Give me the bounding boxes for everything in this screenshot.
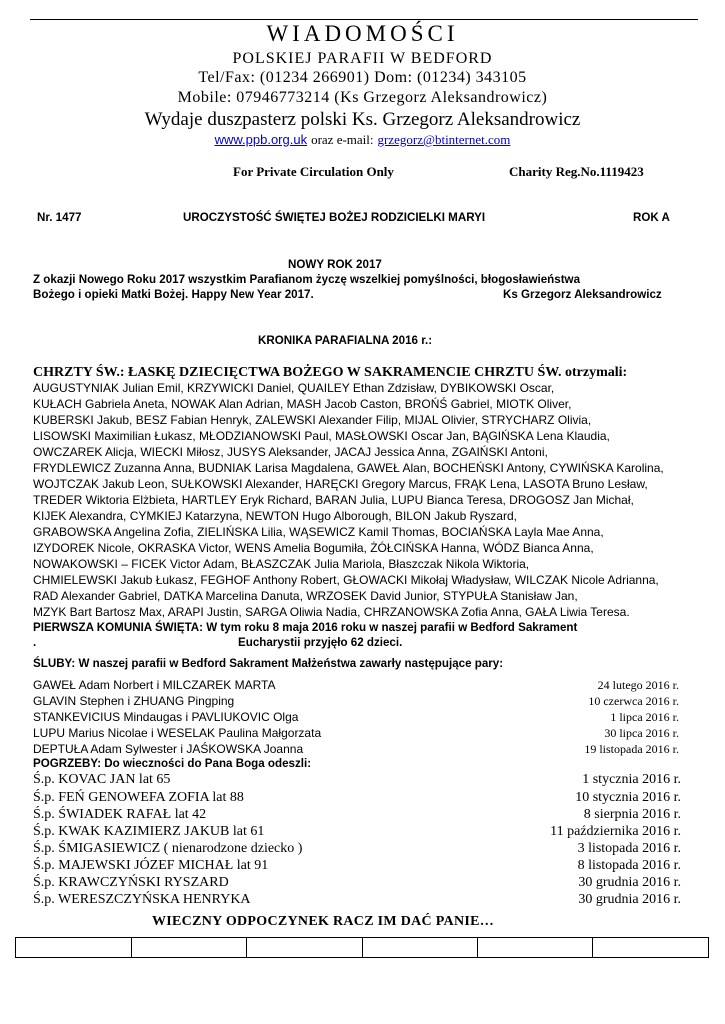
funeral-name: Ś.p. MAJEWSKI JÓZEF MICHAŁ lat 91 bbox=[33, 858, 269, 873]
charity-number: Charity Reg.No.1119423 bbox=[509, 164, 644, 179]
wedding-couple: STANKEVICIUS Mindaugas i PAVLIUKOVIC Olga bbox=[33, 710, 299, 724]
communion-line-2: Eucharystii przyjęło 62 dzieci. bbox=[238, 636, 403, 649]
baptisms-heading: CHRZTY ŚW.: ŁASKĘ DZIECIĘCTWA BOŻEGO W SAKRAMENCIE CHRZTU ŚW. otrzymali: bbox=[33, 365, 628, 380]
funeral-name: Ś.p. KOVAC JAN lat 65 bbox=[33, 772, 171, 787]
baptisms-line: FRYDLEWICZ Zuzanna Anna, BUDNIAK Larisa Magdalena, GAWEŁ Alan, BOCHEŃSKI Antony, CYWIŃSKA Karolina, bbox=[33, 461, 664, 475]
baptisms-line: MZYK Bart Bartosz Max, ARAPI Justin, SARGA Oliwia Nadia, CHRZANOWSKA Zofia Anna, GAŁA Liwia Teresa. bbox=[33, 605, 630, 619]
baptisms-line: AUGUSTYNIAK Julian Emil, KRZYWICKI Daniel, QUAILEY Ethan Zdzisław, DYBIKOWSKI Oscar, bbox=[33, 381, 555, 395]
chronicle-heading: KRONIKA PARAFIALNA 2016 r.: bbox=[258, 334, 433, 347]
wedding-date: 10 czerwca 2016 r. bbox=[588, 694, 679, 708]
baptisms-line: LISOWSKI Maximilian Łukasz, MŁODZIANOWSKI Paul, MASŁOWSKI Oscar Jan, BĄGIŃSKA Lena Klaudia, bbox=[33, 429, 610, 443]
funeral-name: Ś.p. KRAWCZYŃSKI RYSZARD bbox=[33, 875, 229, 890]
wedding-date: 1 lipca 2016 r. bbox=[610, 710, 679, 724]
funeral-name: Ś.p. KWAK KAZIMIERZ JAKUB lat 61 bbox=[33, 824, 265, 839]
funeral-date: 8 sierpnia 2016 r. bbox=[583, 807, 681, 822]
funerals-heading: POGRZEBY: Do wieczności do Pana Boga odeszli: bbox=[33, 757, 312, 770]
baptisms-line: CHMIELEWSKI Jakub Łukasz, FEGHOF Anthony Robert, GŁOWACKI Mikołaj Władysław, WILCZAK Nicole Adrianna, bbox=[33, 573, 659, 587]
baptisms-line: RAD Alexander Gabriel, DATKA Marcelina Danuta, WRZOSEK David Junior, STYPUŁA Stanisław Jan, bbox=[33, 589, 578, 603]
baptisms-line: NOWAKOWSKI – FICEK Victor Adam, BŁASZCZAK Julia Mariola, Błaszczak Nikola Wiktoria, bbox=[33, 557, 530, 571]
contact-links bbox=[0, 131, 725, 149]
website-link[interactable]: www.ppb.org.uk bbox=[214, 132, 308, 147]
funeral-name: Ś.p. FEŃ GENOWEFA ZOFIA lat 88 bbox=[33, 790, 244, 805]
footer-table bbox=[15, 937, 709, 958]
funeral-name: Ś.p. ŚMIGASIEWICZ ( nienarodzone dziecko ) bbox=[33, 841, 303, 856]
newsletter-subtitle: POLSKIEJ PARAFII W BEDFORD bbox=[232, 50, 493, 67]
wedding-date: 24 lutego 2016 r. bbox=[597, 678, 679, 692]
new-year-line-2: Bożego i opieki Matki Bożej. Happy New Year 2017. bbox=[33, 288, 314, 301]
funeral-date: 30 grudnia 2016 r. bbox=[578, 892, 681, 907]
funeral-date: 10 stycznia 2016 r. bbox=[575, 790, 681, 805]
funeral-date: 1 stycznia 2016 r. bbox=[582, 772, 681, 787]
communion-dot: . bbox=[33, 636, 37, 649]
table-divider bbox=[131, 938, 132, 957]
table-divider bbox=[362, 938, 363, 957]
wedding-date: 30 lipca 2016 r. bbox=[604, 726, 679, 740]
contact-mobile: Mobile: 07946773214 (Ks Grzegorz Aleksandrowicz) bbox=[177, 89, 548, 106]
weddings-heading: ŚLUBY: W naszej parafii w Bedford Sakrament Małżeństwa zawarły następujące pary: bbox=[33, 657, 504, 670]
newsletter-title: WIADOMOŚCI bbox=[266, 21, 459, 46]
wedding-couple: LUPU Marius Nicolae i WESELAK Paulina Małgorzata bbox=[33, 726, 322, 740]
funeral-name: Ś.p. ŚWIADEK RAFAŁ lat 42 bbox=[33, 807, 207, 822]
issue-number: Nr. 1477 bbox=[37, 211, 82, 224]
funeral-date: 3 listopada 2016 r. bbox=[577, 841, 681, 856]
baptisms-line: IZYDOREK Nicole, OKRASKA Victor, WENS Amelia Bogumiła, ŻÓŁCIŃSKA Hanna, WÓDZ Bianca Anna, bbox=[33, 541, 594, 555]
feast-title: UROCZYSTOŚĆ ŚWIĘTEJ BOŻEJ RODZICIELKI MARYI bbox=[183, 211, 486, 224]
baptisms-line: KIJEK Alexandra, CYMKIEJ Katarzyna, NEWTON Hugo Alborough, BILON Jakub Ryszard, bbox=[33, 509, 517, 523]
new-year-line-1: Z okazji Nowego Roku 2017 wszystkim Parafianom życzę wszelkiej pomyślności, błogosławieństwa bbox=[33, 273, 581, 286]
baptisms-line: WOJTCZAK Jakub Leon, SUŁKOWSKI Alexander, HARĘCKI Gregory Marcus, FRĄK Lena, LASOTA Bruno Lesław, bbox=[33, 477, 648, 491]
new-year-signature: Ks Grzegorz Aleksandrowicz bbox=[503, 288, 662, 301]
contact-phone: Tel/Fax: (01234 266901) Dom: (01234) 343105 bbox=[198, 69, 527, 86]
liturgical-year: ROK A bbox=[633, 211, 670, 224]
baptisms-line: KUBERSKI Jakub, BESZ Fabian Henryk, ZALEWSKI Alexander Filip, MIJAL Olivier, STRYCHARZ Olivia, bbox=[33, 413, 592, 427]
wedding-couple: GAWEŁ Adam Norbert i MILCZAREK MARTA bbox=[33, 678, 276, 692]
email-label: oraz e-mail: bbox=[311, 132, 374, 147]
communion-line-1: PIERWSZA KOMUNIA ŚWIĘTA: W tym roku 8 maja 2016 roku w naszej parafii w Bedford Sakrament bbox=[33, 621, 578, 634]
closing-prayer: WIECZNY ODPOCZYNEK RACZ IM DAĆ PANIE… bbox=[152, 914, 495, 929]
email-link[interactable]: grzegorz@btinternet.com bbox=[377, 132, 511, 147]
wedding-couple: GLAVIN Stephen i ZHUANG Pingping bbox=[33, 694, 235, 708]
wedding-date: 19 listopada 2016 r. bbox=[584, 742, 679, 756]
funeral-date: 30 grudnia 2016 r. bbox=[578, 875, 681, 890]
funeral-name: Ś.p. WERESZCZYŃSKA HENRYKA bbox=[33, 892, 251, 907]
top-rule bbox=[30, 19, 698, 20]
private-circulation: For Private Circulation Only bbox=[233, 164, 394, 179]
table-divider bbox=[592, 938, 593, 957]
baptisms-line: KUŁACH Gabriela Aneta, NOWAK Alan Adrian, MASH Jacob Caston, BROŃŚ Gabriel, MIOTK Oliver, bbox=[33, 397, 572, 411]
baptisms-line: TREDER Wiktoria Elżbieta, HARTLEY Eryk Richard, BARAN Julia, LUPU Bianca Teresa, DROGOSZ Jan Michał, bbox=[33, 493, 634, 507]
funeral-date: 8 listopada 2016 r. bbox=[577, 858, 681, 873]
wedding-couple: DEPTUŁA Adam Sylwester i JAŚKOWSKA Joanna bbox=[33, 742, 304, 756]
publisher-line: Wydaje duszpasterz polski Ks. Grzegorz Aleksandrowicz bbox=[144, 109, 581, 130]
new-year-heading: NOWY ROK 2017 bbox=[288, 258, 382, 271]
table-divider bbox=[477, 938, 478, 957]
baptisms-line: GRABOWSKA Angelina Zofia, ZIELIŃSKA Lilia, WĄSEWICZ Kamil Thomas, BOCIAŃSKA Layla Mae Anna, bbox=[33, 525, 604, 539]
table-divider bbox=[246, 938, 247, 957]
baptisms-line: OWCZAREK Alicja, WIECKI Miłosz, JUSYS Aleksander, JACAJ Jessica Anna, ZGAIŃSKI Antoni, bbox=[33, 445, 548, 459]
funeral-date: 11 października 2016 r. bbox=[550, 824, 681, 839]
